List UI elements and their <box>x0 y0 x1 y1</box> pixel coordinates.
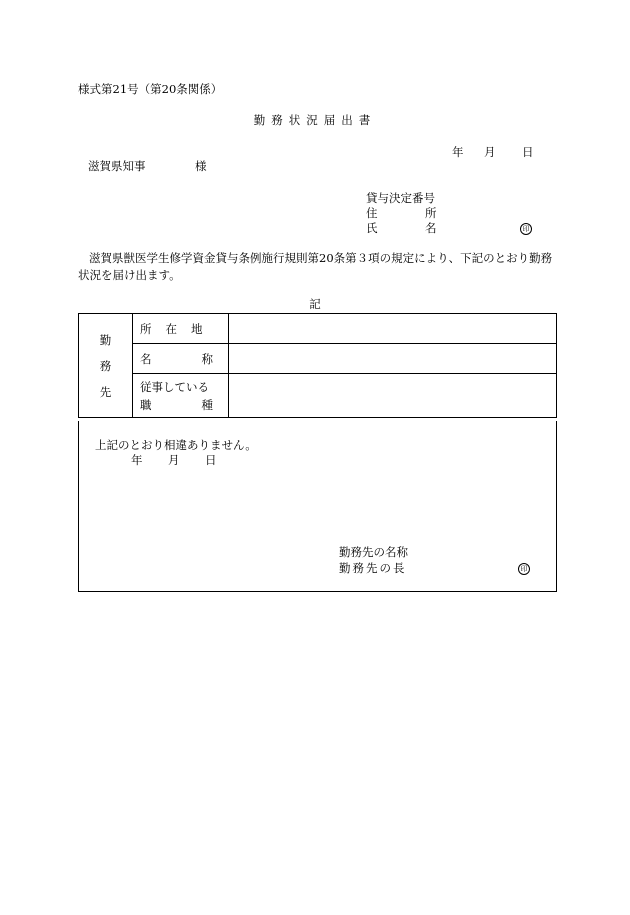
document-title: 勤務状況届出書 <box>253 113 377 127</box>
ki-label: 記 <box>309 297 321 311</box>
body-text: 滋賀県獣医学生修学資金貸与条例施行規則第20条第３項の規定により、下記のとおり勤務状況を届け出ます。 <box>78 251 553 282</box>
date-month: 月 <box>484 145 496 159</box>
date-year: 年 <box>452 145 464 159</box>
honorific: 様 <box>195 159 207 173</box>
address-label-1: 住 <box>366 206 378 220</box>
name-label-1: 氏 <box>366 221 378 235</box>
label-location: 所 在 地 <box>133 314 229 344</box>
name-label-2: 名 <box>425 221 437 235</box>
occupation-field[interactable] <box>229 374 557 418</box>
workplace-name-label: 勤務先の名称 <box>339 545 408 559</box>
location-field[interactable] <box>229 314 557 344</box>
statement-date-year: 年 <box>131 453 143 467</box>
statement-date-day: 日 <box>205 453 217 467</box>
table-row <box>79 344 557 374</box>
date-day: 日 <box>522 145 534 159</box>
section-label-workplace: 勤 務 先 <box>79 314 133 418</box>
loan-number-label: 貸与決定番号 <box>366 191 435 205</box>
address-label-2: 所 <box>425 206 437 220</box>
label-occupation: 従事している 職 種 <box>133 374 229 418</box>
statement-date-month: 月 <box>168 453 180 467</box>
statement-box <box>78 421 557 592</box>
label-name: 名 称 <box>133 344 229 374</box>
table-row <box>79 314 557 344</box>
workplace-table <box>78 313 557 418</box>
addressee: 滋賀県知事 <box>88 159 146 173</box>
form-number: 様式第21号（第20条関係） <box>78 82 223 96</box>
table-row <box>79 374 557 418</box>
seal-icon: 印 <box>520 223 532 235</box>
statement-text: 上記のとおり相違ありません。 <box>95 438 257 452</box>
seal-icon: 印 <box>518 563 530 575</box>
name-field[interactable] <box>229 344 557 374</box>
workplace-head-label: 勤務先の長 <box>339 561 407 575</box>
